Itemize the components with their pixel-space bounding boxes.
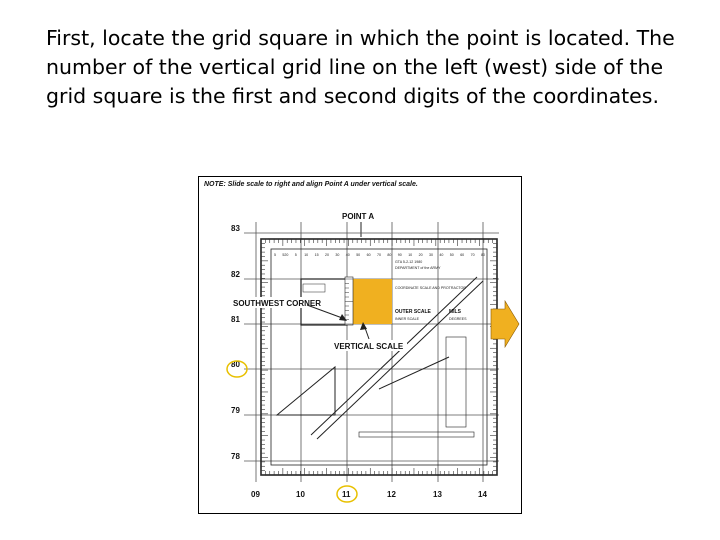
protractor-outer-border (261, 239, 497, 475)
top-scale-number: 80 (387, 253, 392, 257)
x-label-09: 09 (251, 490, 260, 499)
y-label-79: 79 (231, 406, 240, 415)
top-scale-number: 60 (366, 253, 371, 257)
lower-triangle (277, 367, 335, 415)
vertical-scale-bar (345, 277, 353, 325)
protractor-text: COORDINATE SCALE AND PROTRACTOR (395, 286, 466, 290)
top-scale-number: 520 (282, 253, 289, 257)
gta-text: GTA 5-2-12 1980 (395, 260, 423, 264)
top-scale-number: 70 (470, 253, 475, 257)
highlighted-grid-square (347, 279, 392, 324)
top-scale-number: 50 (356, 253, 361, 257)
top-scale-number: 20 (325, 253, 329, 257)
x-label-11: 11 (342, 490, 351, 499)
top-scale-number: 30 (335, 253, 340, 257)
top-scale-number: 80 (481, 253, 485, 257)
top-scale-number: 40 (439, 253, 444, 257)
vertical-grid-lines (256, 222, 483, 482)
top-scale-number: 60 (460, 253, 465, 257)
instruction-text: First, locate the grid square in which the point is located. The number of the vertical grid line on the left (west) side of the grid square is the first and second digits of the coordinates. (46, 26, 675, 108)
top-scale-number: 50 (449, 253, 454, 257)
x-label-10: 10 (296, 490, 305, 499)
bottom-scale (359, 432, 474, 437)
y-label-81: 81 (231, 315, 240, 324)
y-label-83: 83 (231, 224, 240, 233)
note-text: NOTE: Slide scale to right and align Point A under vertical scale. (204, 181, 418, 188)
mils-text: MILS (449, 309, 461, 315)
x-label-12: 12 (387, 490, 396, 499)
grid-map-diagram (199, 177, 523, 515)
vertical-scale-label: VERTICAL SCALE (334, 342, 404, 351)
right-inner-scale (446, 337, 466, 427)
inner-scale-text: INNER SCALE (395, 317, 419, 321)
top-scale-number: 40 (345, 253, 350, 257)
top-scale-numbers (274, 253, 485, 257)
top-scale-number: 5 (274, 253, 276, 257)
top-scale-number: 10 (408, 253, 413, 257)
top-scale-number: 10 (304, 253, 309, 257)
outer-scale-text: OUTER SCALE (395, 309, 431, 315)
y-label-80: 80 (231, 360, 240, 369)
southwest-corner-label: SOUTHWEST CORNER (233, 299, 321, 308)
degrees-text: DEGREES (449, 317, 467, 321)
top-scale-number: 90 (397, 253, 402, 257)
top-scale-number: 20 (418, 253, 423, 257)
x-label-13: 13 (433, 490, 442, 499)
coordinate-scale-figure (198, 176, 522, 514)
y-label-78: 78 (231, 452, 240, 461)
y-axis-labels (231, 224, 240, 461)
point-a-label: POINT A (342, 212, 375, 221)
slide-right-arrow (491, 301, 519, 347)
top-scale-number: 5 (294, 253, 297, 257)
top-scale-number: 30 (429, 253, 433, 257)
top-scale-number: 70 (377, 253, 381, 257)
x-label-14: 14 (478, 490, 487, 499)
top-scale-number: 15 (314, 253, 319, 257)
y-label-82: 82 (231, 270, 240, 279)
x-axis-labels (251, 490, 487, 499)
scale-ticks (261, 239, 497, 475)
dept-text: DEPARTMENT of the ARMY (395, 266, 441, 270)
scale-label-box (303, 284, 325, 292)
